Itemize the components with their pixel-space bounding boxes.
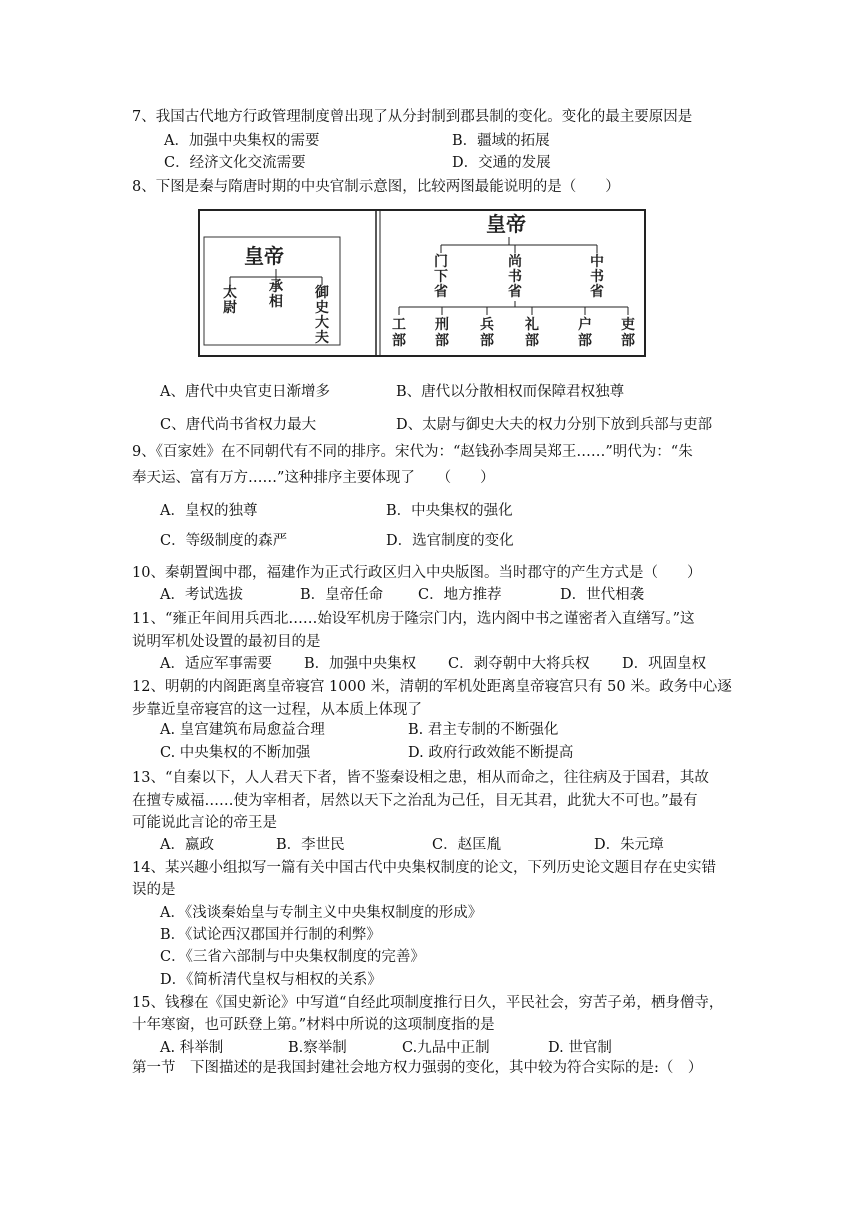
q9-option-b: B．中央集权的强化 [386, 503, 513, 519]
q8-stem: 8、下图是秦与隋唐时期的中央官制示意图，比较两图最能说明的是（ ） [132, 179, 620, 195]
q11-stem-line1: 11、“雍正年间用兵西北……始设军机房于隆宗门内，选内阁中书之谨密者入直缮写。”这 [132, 611, 695, 627]
q13-option-d: D．朱元璋 [594, 837, 664, 853]
xing-bu-label: 刑部 [435, 317, 449, 349]
q15-stem-line2: 十年寒窗，也可跃登上第。”材料中所说的这项制度指的是 [132, 1017, 495, 1033]
q15-stem-line1: 15、钱穆在《国史新论》中写道“自经此项制度推行日久，平民社会，穷苦子弟，栖身僧寺， [132, 995, 724, 1011]
q9-stem-line2: 奉天运、富有万方……”这种排序主要体现了 （ ） [132, 470, 495, 486]
q12-stem-line2: 步靠近皇帝寝宫的这一过程，从本质上体现了 [132, 702, 422, 718]
q15-option-d: D. 世官制 [548, 1040, 612, 1056]
menxia-sheng-label: 门下省 [434, 254, 448, 300]
q10-option-c: C．地方推荐 [418, 587, 502, 603]
q8-option-c: C、唐代尚书省权力最大 [160, 417, 317, 433]
qin-emperor-label: 皇帝 [244, 244, 284, 268]
q15-option-a: A. 科举制 [160, 1040, 224, 1056]
q10-option-b: B．皇帝任命 [300, 587, 384, 603]
section1-prompt: 第一节 下图描述的是我国封建社会地方权力强弱的变化，其中较为符合实际的是:（ ） [132, 1060, 703, 1076]
q11-stem-line2: 说明军机处设置的最初目的是 [132, 634, 321, 650]
q9-option-d: D．选官制度的变化 [386, 533, 514, 549]
q13-stem-line2: 在擅专威福……使为宰相者，居然以天下之治乱为己任，目无其君，此犹大不可也。”最有 [132, 793, 698, 809]
q13-stem-line3: 可能说此言论的帝王是 [132, 815, 277, 831]
q14-option-c: C．《三省六部制与中央集权制度的完善》 [160, 949, 425, 965]
q7-option-b: B．疆域的拓展 [452, 133, 550, 149]
li-bu-ritual-label: 礼部 [525, 317, 539, 349]
qin-yushidafu-label: 御史大夫 [315, 285, 329, 346]
q13-stem-line1: 13、“自秦以下，人人君天下者，皆不鉴秦设相之患，相从而命之，往往病及于国君，其故 [132, 770, 709, 786]
q7-stem: 7、我国古代地方行政管理制度曾出现了从分封制到郡县制的变化。变化的最主要原因是 [132, 109, 693, 125]
shangshu-sheng-label: 尚书省 [508, 254, 522, 300]
q11-option-c: C．剥夺朝中大将兵权 [448, 656, 590, 672]
q14-stem-line1: 14、某兴趣小组拟写一篇有关中国古代中央集权制度的论文，下列历史论文题目存在史实错 [132, 860, 716, 876]
hu-bu-label: 户部 [578, 317, 592, 349]
q10-option-d: D．世代相袭 [560, 587, 645, 603]
q14-stem-line2: 误的是 [132, 882, 176, 898]
q14-option-b: B．《试论西汉郡国并行制的利弊》 [160, 927, 381, 943]
q11-option-b: B．加强中央集权 [304, 656, 417, 672]
official-system-svg [200, 211, 644, 355]
q15-option-c: C.九品中正制 [402, 1040, 490, 1056]
central-official-system-diagram [198, 209, 646, 357]
q7-option-c: C．经济文化交流需要 [164, 155, 306, 171]
q9-option-c: C．等级制度的森严 [160, 533, 288, 549]
q10-option-a: A．考试选拔 [160, 587, 243, 603]
suitang-emperor-label: 皇帝 [486, 212, 526, 236]
q10-stem: 10、秦朝置闽中郡，福建作为正式行政区归入中央版图。当时郡守的产生方式是（ ） [132, 565, 702, 581]
q13-option-b: B．李世民 [276, 837, 345, 853]
q9-stem-line1: 9、《百家姓》在不同朝代有不同的排序。宋代为：“赵钱孙李周吴郑王……”明代为：“朱 [132, 444, 693, 460]
zhongshu-sheng-label: 中书省 [590, 254, 604, 300]
q14-option-a: A．《浅谈秦始皇与专制主义中央集权制度的形成》 [160, 905, 483, 921]
q7-option-a: A．加强中央集权的需要 [164, 133, 320, 149]
q15-option-b: B.察举制 [288, 1040, 347, 1056]
q8-option-a: A、唐代中央官吏日渐增多 [160, 384, 330, 400]
q12-stem-line1: 12、明朝的内阁距离皇帝寝宫 1000 米，清朝的军机处距离皇帝寝宫只有 50 米。政务中心逐 [132, 679, 732, 695]
gong-bu-label: 工部 [392, 317, 406, 349]
q8-option-b: B、唐代以分散相权而保障君权独尊 [396, 384, 625, 400]
q8-option-d: D、太尉与御史大夫的权力分别下放到兵部与吏部 [396, 417, 713, 433]
q12-option-b: B. 君主专制的不断强化 [408, 722, 559, 738]
qin-chengxiang-label: 承相 [269, 279, 283, 310]
q13-option-c: C．赵匡胤 [432, 837, 502, 853]
q12-option-d: D. 政府行政效能不断提高 [408, 745, 574, 761]
li-bu-personnel-label: 吏部 [621, 317, 635, 349]
q11-option-a: A．适应军事需要 [160, 656, 272, 672]
q13-option-a: A．嬴政 [160, 837, 214, 853]
q12-option-c: C. 中央集权的不断加强 [160, 745, 311, 761]
q14-option-d: D．《简析清代皇权与相权的关系》 [160, 972, 382, 988]
q11-option-d: D．巩固皇权 [622, 656, 707, 672]
q9-option-a: A．皇权的独尊 [160, 503, 258, 519]
qin-taiwei-label: 太尉 [223, 285, 237, 316]
q7-option-d: D．交通的发展 [452, 155, 551, 171]
q12-option-a: A. 皇宫建筑布局愈益合理 [160, 722, 325, 738]
bing-bu-label: 兵部 [480, 317, 494, 349]
